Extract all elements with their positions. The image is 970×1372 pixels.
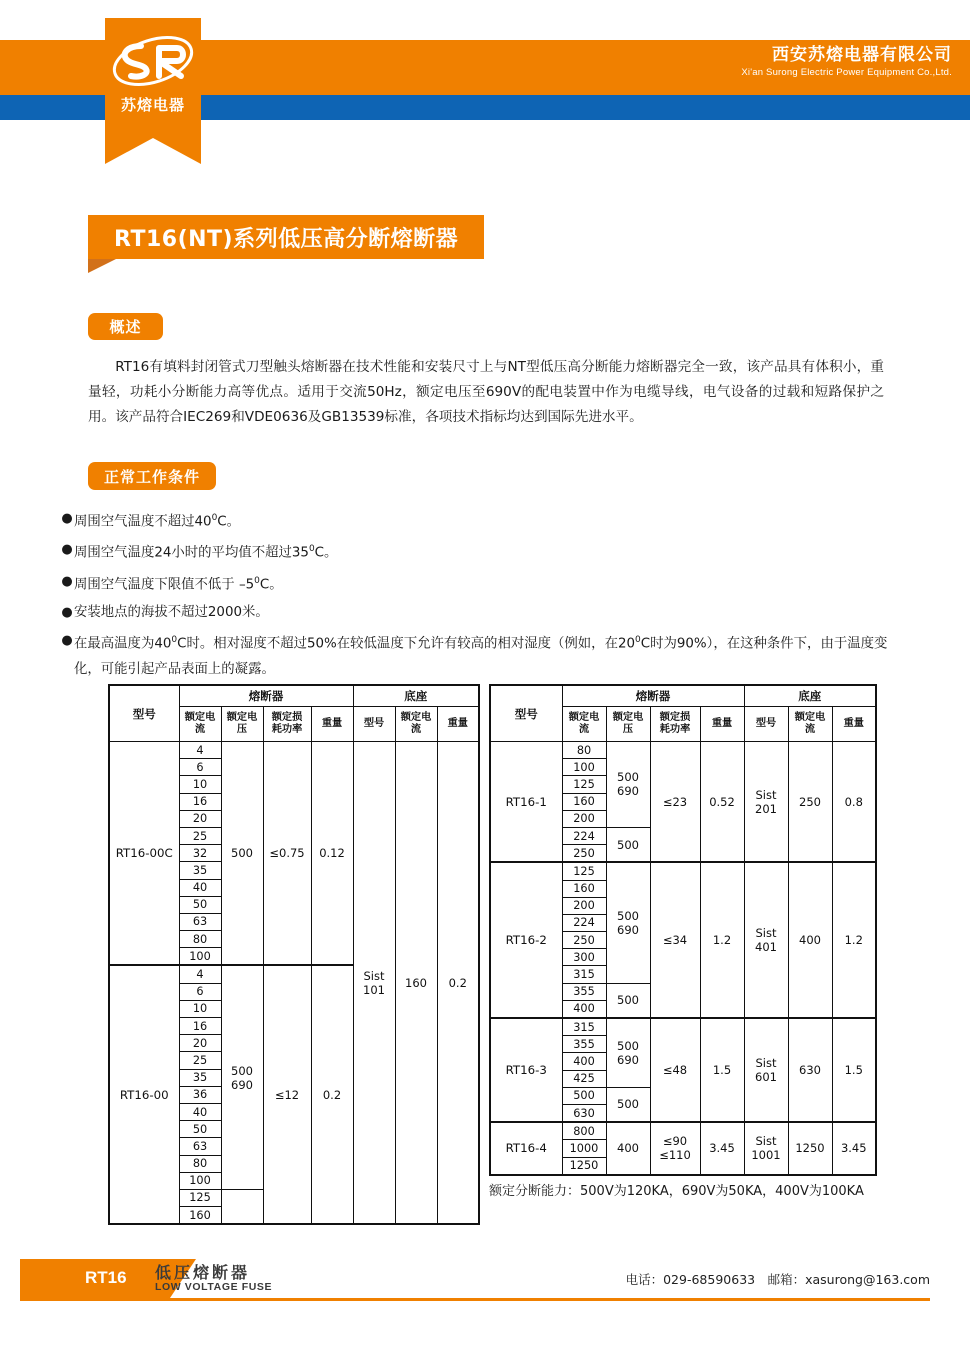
- cell-rated-voltage: 500 690: [606, 742, 650, 828]
- cell-rated-current: 100: [179, 948, 221, 966]
- cell-rated-current: 63: [179, 913, 221, 930]
- cell-rated-voltage: 500 690: [606, 1018, 650, 1087]
- cell-model: RT16-00C: [109, 742, 179, 966]
- condition-text: 安装地点的海拔不超过2000米。: [74, 605, 269, 621]
- cell-rated-current: 1250: [562, 1157, 606, 1175]
- cell-rated-current: 355: [562, 1036, 606, 1053]
- bullet-icon: ●: [61, 633, 73, 649]
- cell-rated-voltage: 400: [606, 1122, 650, 1175]
- page-title-tail: [88, 259, 116, 273]
- cell-base-weight: 1.2: [832, 862, 876, 1018]
- condition-text: 周围空气温度24小时的平均值不超过$35^0C$。: [74, 544, 338, 561]
- col-header-rated-current: 额定电 流: [562, 707, 606, 742]
- cell-rated-current: 224: [562, 914, 606, 931]
- spec-table-right: [489, 684, 877, 1176]
- footer-product-tag: [20, 1259, 170, 1298]
- col-header-model: 型号: [490, 685, 562, 742]
- footer-rule: [20, 1298, 930, 1301]
- cell-base-weight: 0.2: [437, 742, 479, 1225]
- company-logo-badge: [105, 18, 201, 138]
- col-header-fuse-weight: 重量: [700, 707, 744, 742]
- spec-table-left: [108, 684, 480, 1225]
- cell-model: RT16-3: [490, 1018, 562, 1122]
- cell-rated-current: 50: [179, 1121, 221, 1138]
- cell-rated-current: 500: [562, 1087, 606, 1104]
- cell-power-loss: ≤12: [263, 965, 311, 1224]
- col-header-model: 型号: [109, 685, 179, 742]
- col-header-rated-voltage: 额定电 压: [606, 707, 650, 742]
- cell-power-loss: ≤0.75: [263, 742, 311, 966]
- cell-base-current: 1250: [788, 1122, 832, 1175]
- cell-rated-current: 20: [179, 810, 221, 827]
- cell-rated-current: 400: [562, 1053, 606, 1070]
- cell-fuse-weight: 0.52: [700, 742, 744, 863]
- table-row: [109, 742, 479, 759]
- cell-rated-current: 355: [562, 983, 606, 1000]
- company-name-cn: 西安苏熔电器有限公司: [772, 45, 952, 65]
- cell-power-loss: ≤48: [650, 1018, 700, 1122]
- cell-rated-voltage: [221, 1189, 263, 1224]
- cell-rated-current: 160: [562, 793, 606, 810]
- cell-rated-current: 200: [562, 810, 606, 827]
- cell-rated-current: 50: [179, 896, 221, 913]
- footer-tag-label: RT16: [85, 1268, 127, 1287]
- table-row: [490, 1122, 876, 1140]
- table-header-row: [490, 685, 876, 707]
- cell-rated-current: 36: [179, 1086, 221, 1103]
- col-header-base-current: 额定电 流: [788, 707, 832, 742]
- cell-rated-current: 20: [179, 1035, 221, 1052]
- cell-base-model: Sist 201: [744, 742, 788, 863]
- cell-rated-current: 800: [562, 1122, 606, 1140]
- condition-item: [60, 569, 890, 597]
- condition-item: [60, 600, 890, 625]
- bullet-icon: ●: [61, 511, 73, 526]
- cell-power-loss: ≤23: [650, 742, 700, 863]
- sr-monogram-icon: [105, 30, 201, 92]
- cell-base-model: Sist 101: [353, 742, 395, 1225]
- cell-base-weight: 3.45: [832, 1122, 876, 1175]
- cell-rated-current: 250: [562, 845, 606, 863]
- cell-fuse-weight: 0.12: [311, 742, 353, 966]
- cell-base-current: 630: [788, 1018, 832, 1122]
- cell-rated-voltage: 500: [606, 983, 650, 1018]
- cell-rated-current: 100: [179, 1172, 221, 1189]
- cell-rated-current: 300: [562, 949, 606, 966]
- cell-rated-current: 4: [179, 965, 221, 983]
- cell-rated-current: 6: [179, 983, 221, 1000]
- cell-rated-current: 25: [179, 1052, 221, 1069]
- table-row: [490, 862, 876, 880]
- bullet-icon: ●: [61, 542, 73, 558]
- cell-base-model: Sist 601: [744, 1018, 788, 1122]
- cell-rated-current: 125: [562, 776, 606, 793]
- col-header-base-weight: 重量: [832, 707, 876, 742]
- cell-rated-current: 40: [179, 879, 221, 896]
- col-header-rated-current: 额定电 流: [179, 707, 221, 742]
- cell-base-current: 400: [788, 862, 832, 1018]
- cell-rated-voltage: 500: [606, 827, 650, 862]
- cell-fuse-weight: 1.5: [700, 1018, 744, 1122]
- footer-product-name-cn: 低压熔断器: [155, 1263, 251, 1282]
- cell-rated-current: 315: [562, 1018, 606, 1036]
- cell-model: RT16-4: [490, 1122, 562, 1175]
- cell-rated-current: 32: [179, 845, 221, 862]
- logo-company-short-name: 苏熔电器: [120, 96, 185, 114]
- cell-rated-current: 160: [179, 1207, 221, 1225]
- cell-rated-current: 80: [179, 1155, 221, 1172]
- section-heading-conditions: 正常工作条件: [88, 462, 216, 490]
- cell-rated-current: 80: [562, 742, 606, 759]
- cell-model: RT16-00: [109, 965, 179, 1224]
- cell-base-model: Sist 1001: [744, 1122, 788, 1175]
- cell-base-weight: 1.5: [832, 1018, 876, 1122]
- cell-rated-current: 100: [562, 759, 606, 776]
- cell-rated-current: 125: [179, 1189, 221, 1206]
- cell-rated-current: 1000: [562, 1140, 606, 1157]
- overview-paragraph: RT16有填料封闭管式刀型触头熔断器在技术性能和安装尺寸上与NT型低压高分断能力熔断器完全一致，该产品具有体积小，重量轻，功耗小分断能力高等优点。适用于交流50Hz，额定电压至690V的配电装置中作为电缆导线，电气设备的过载和短路保护之用。该产品符合IEC269和VDE0636及GB13539标准，各项技术指标均达到国际先进水平。: [88, 359, 884, 425]
- footer-contact: 电话：029-68590633 邮箱：xasurong@163.com: [625, 1272, 930, 1287]
- cell-rated-current: 40: [179, 1103, 221, 1120]
- cell-base-model: Sist 401: [744, 862, 788, 1018]
- condition-item: [60, 506, 890, 534]
- conditions-list: [60, 506, 890, 685]
- col-header-fuse-group: 熔断器: [179, 685, 353, 707]
- section-heading-overview: 概述: [88, 313, 163, 340]
- condition-item: [60, 537, 890, 565]
- cell-rated-voltage: 500 690: [606, 862, 650, 983]
- col-header-fuse-weight: 重量: [311, 707, 353, 742]
- cell-rated-current: 4: [179, 742, 221, 759]
- cell-base-current: 250: [788, 742, 832, 863]
- table-header-row: [109, 685, 479, 707]
- page-footer: [0, 1258, 970, 1318]
- cell-fuse-weight: 0.2: [311, 965, 353, 1224]
- col-header-base-model: 型号: [744, 707, 788, 742]
- cell-base-current: 160: [395, 742, 437, 1225]
- cell-rated-voltage: 500: [221, 742, 263, 966]
- cell-base-weight: 0.8: [832, 742, 876, 863]
- cell-rated-current: 315: [562, 966, 606, 983]
- col-header-base-group: 底座: [353, 685, 479, 707]
- condition-text: 周围空气温度不超过$40^0C$。: [74, 513, 241, 530]
- cell-rated-current: 200: [562, 897, 606, 914]
- bullet-icon: ●: [61, 573, 73, 589]
- table-row: [490, 742, 876, 759]
- cell-rated-current: 16: [179, 793, 221, 810]
- col-header-base-model: 型号: [353, 707, 395, 742]
- cell-power-loss: ≤34: [650, 862, 700, 1018]
- cell-rated-current: 160: [562, 880, 606, 897]
- cell-rated-current: 10: [179, 1000, 221, 1017]
- condition-text: 周围空气温度下限值不低于 $-5^0C$。: [74, 575, 283, 593]
- col-header-base-group: 底座: [744, 685, 876, 707]
- footer-product-name-en: LOW VOLTAGE FUSE: [155, 1281, 273, 1293]
- col-header-base-current: 额定电 流: [395, 707, 437, 742]
- cell-rated-current: 125: [562, 862, 606, 880]
- cell-rated-current: 35: [179, 1069, 221, 1086]
- page-header: [0, 0, 970, 160]
- breaking-capacity-note: 额定分断能力：500V为120KA，690V为50KA，400V为100KA: [489, 1184, 864, 1199]
- cell-rated-current: 10: [179, 776, 221, 793]
- bullet-icon: ●: [61, 605, 73, 621]
- col-header-rated-voltage: 额定电 压: [221, 707, 263, 742]
- cell-rated-current: 630: [562, 1104, 606, 1122]
- col-header-base-weight: 重量: [437, 707, 479, 742]
- cell-power-loss: ≤90 ≤110: [650, 1122, 700, 1175]
- table-row: [490, 1018, 876, 1036]
- cell-rated-current: 425: [562, 1070, 606, 1087]
- col-header-rated-power-loss: 额定损 耗功率: [263, 707, 311, 742]
- cell-rated-current: 224: [562, 827, 606, 844]
- cell-rated-current: 80: [179, 931, 221, 948]
- col-header-rated-power-loss: 额定损 耗功率: [650, 707, 700, 742]
- cell-rated-current: 25: [179, 827, 221, 844]
- condition-text: 在最高温度为$40^0C$时。相对湿度不超过50%在较低温度下允许有较高的相对湿度（例如，在$20^0C$时为90%），在这种条件下，由于温度变化，可能引起产品表面上的凝露。: [74, 635, 888, 677]
- company-name-block: [741, 44, 952, 79]
- cell-rated-voltage: 500: [606, 1087, 650, 1122]
- cell-model: RT16-2: [490, 862, 562, 1018]
- cell-rated-voltage: 500 690: [221, 965, 263, 1189]
- condition-item: [60, 628, 890, 681]
- cell-fuse-weight: 1.2: [700, 862, 744, 1018]
- cell-rated-current: 63: [179, 1138, 221, 1155]
- cell-fuse-weight: 3.45: [700, 1122, 744, 1175]
- cell-rated-current: 400: [562, 1000, 606, 1018]
- cell-rated-current: 16: [179, 1018, 221, 1035]
- cell-rated-current: 35: [179, 862, 221, 879]
- cell-rated-current: 6: [179, 759, 221, 776]
- cell-rated-current: 250: [562, 932, 606, 949]
- company-name-en: Xi'an Surong Electric Power Equipment Co.,Ltd.: [741, 67, 952, 78]
- col-header-fuse-group: 熔断器: [562, 685, 744, 707]
- page-title: RT16(NT)系列低压高分断熔断器: [88, 215, 484, 259]
- cell-model: RT16-1: [490, 742, 562, 863]
